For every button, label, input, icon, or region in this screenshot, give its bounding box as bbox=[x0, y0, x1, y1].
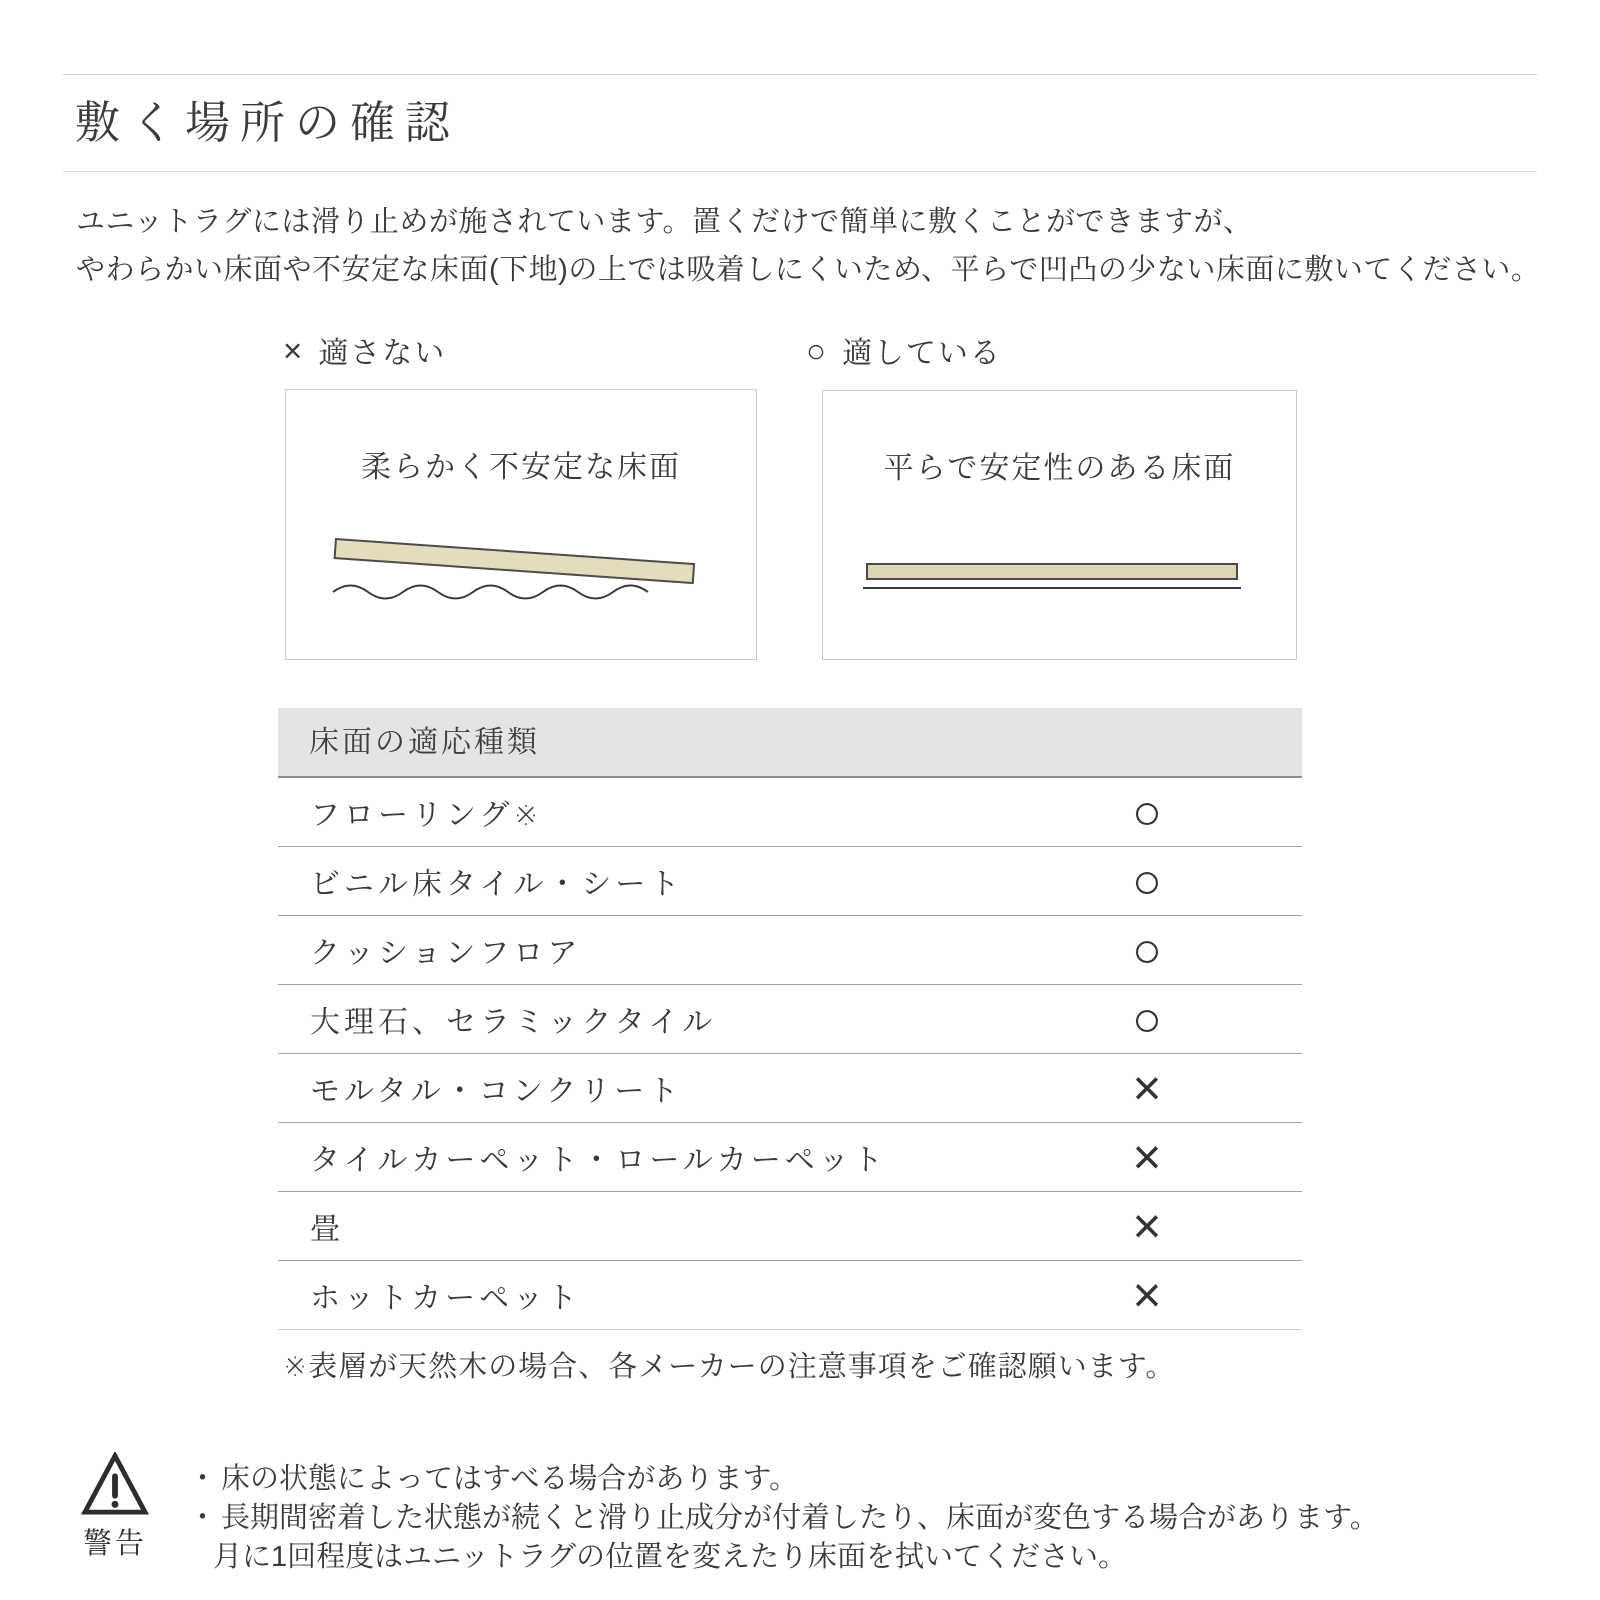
cross-mark: × bbox=[1132, 1129, 1162, 1185]
warning-item-continuation bbox=[188, 1538, 1379, 1577]
warning-text bbox=[188, 1452, 1379, 1577]
warning-label: 警告 bbox=[82, 1528, 147, 1560]
row-label: フローリング※ bbox=[310, 799, 543, 832]
warning-section bbox=[80, 1452, 1379, 1577]
suitable-caption: 平らで安定性のある床面 bbox=[883, 452, 1236, 485]
suitable-diagram bbox=[822, 390, 1297, 660]
intro-line-2: やわらかい床面や不安定な床面(下地)の上では吸着しにくいため、平らで凹凸の少ない床面に敷いてください。 bbox=[76, 254, 1541, 286]
warning-item bbox=[188, 1460, 1379, 1499]
table-row bbox=[278, 1123, 1302, 1192]
circle-mark: ○ bbox=[1131, 922, 1163, 978]
straight-floor-line bbox=[863, 587, 1241, 589]
top-divider bbox=[63, 74, 1537, 75]
table-row bbox=[278, 778, 1302, 847]
unsuitable-caption: 柔らかく不安定な床面 bbox=[361, 451, 681, 484]
cross-icon: × bbox=[283, 331, 305, 369]
wavy-floor-line-icon bbox=[331, 576, 685, 604]
floor-compatibility-table bbox=[278, 708, 1302, 1330]
row-label: モルタル・コンクリート bbox=[310, 1075, 683, 1108]
table-row bbox=[278, 1054, 1302, 1123]
circle-mark: ○ bbox=[1131, 991, 1163, 1047]
unsuitable-label bbox=[283, 328, 446, 372]
unsuitable-label-text: 適さない bbox=[318, 337, 447, 370]
row-label: ホットカーペット bbox=[310, 1282, 582, 1315]
row-label: タイルカーペット・ロールカーペット bbox=[310, 1144, 887, 1177]
circle-mark: ○ bbox=[1131, 853, 1163, 909]
warning-item-text: 月に1回程度はユニットラグの位置を変えたり床面を拭いてください。 bbox=[213, 1541, 1127, 1573]
row-label: 大理石、セラミックタイル bbox=[310, 1006, 717, 1039]
warning-item bbox=[188, 1499, 1379, 1538]
warning-icon-block bbox=[80, 1452, 150, 1577]
table-row bbox=[278, 1261, 1302, 1330]
warning-item-text: 床の状態によってはすべる場合があります。 bbox=[221, 1463, 799, 1495]
page-title: 敷く場所の確認 bbox=[75, 97, 461, 148]
intro-line-1: ユニットラグには滑り止めが施されています。置くだけで簡単に敷くことができますが、 bbox=[76, 206, 1253, 238]
intro-text bbox=[76, 198, 1540, 294]
suitable-label-text: 適している bbox=[841, 337, 1002, 370]
cross-mark: × bbox=[1132, 1060, 1162, 1116]
table-header: 床面の適応種類 bbox=[278, 708, 1302, 778]
bullet-icon: ・ bbox=[188, 1463, 218, 1495]
unsuitable-diagram bbox=[285, 389, 757, 660]
flat-rug-board bbox=[866, 563, 1238, 580]
table-row bbox=[278, 847, 1302, 916]
row-label: クッションフロア bbox=[310, 937, 582, 970]
row-label: ビニル床タイル・シート bbox=[310, 868, 684, 901]
table-row bbox=[278, 985, 1302, 1054]
cross-mark: × bbox=[1132, 1267, 1162, 1323]
title-divider bbox=[63, 171, 1537, 172]
circle-mark: ○ bbox=[1131, 784, 1163, 840]
warning-item-text: 長期間密着した状態が続くと滑り止成分が付着したり、床面が変色する場合があります。 bbox=[221, 1502, 1379, 1534]
row-label: 畳 bbox=[310, 1213, 344, 1246]
table-footnote: ※表層が天然木の場合、各メーカーの注意事項をご確認願います。 bbox=[283, 1351, 1176, 1383]
cross-mark: × bbox=[1132, 1198, 1162, 1254]
table-row bbox=[278, 916, 1302, 985]
bullet-icon: ・ bbox=[188, 1502, 218, 1534]
suitable-label bbox=[806, 328, 1002, 372]
warning-triangle-icon bbox=[81, 1452, 149, 1516]
table-row bbox=[278, 1192, 1302, 1261]
floor-table-body bbox=[278, 778, 1302, 1330]
circle-icon: ○ bbox=[806, 331, 828, 369]
